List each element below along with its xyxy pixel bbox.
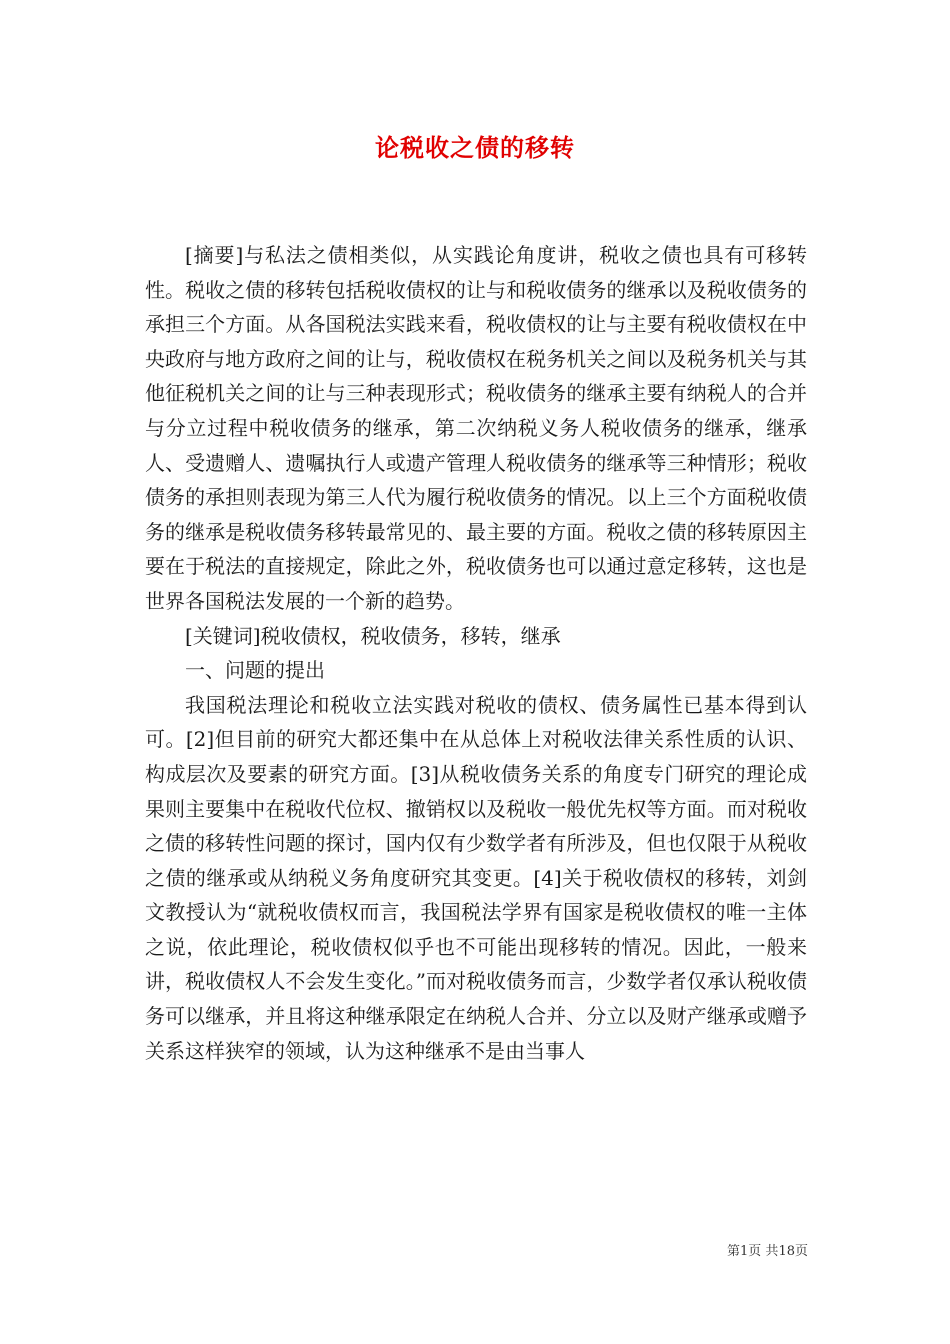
page-title: 论税收之债的移转 xyxy=(375,133,575,162)
footer-middle: 页 共 xyxy=(748,1244,779,1259)
body-paragraph: 我国税法理论和税收立法实践对税收的债权、债务属性已基本得到认可。[2]但目前的研究大都还集中在从总体上对税收法律关系性质的认识、构成层次及要素的研究方面。[3]从税收债务关系的角度专门研究的理论成果则主要集中在税收代位权、撤销权以及税收一般优先权等方面。而对税收之债的移转性问题的探讨，国内仅有少数学者有所涉及，但也仅限于从税收之债的继承或从纳税义务角度研究其变更。[4]关于税收债权的移转，刘剑文教授认为“就税收债权而言，我国税法学界有国家是税收债权的唯一主体之说，依此理论，税收债权似乎也不可能出现移转的情况。因此，一般来讲，税收债权人不会发生变化。”而对税收债务而言，少数学者仅承认税收债务可以继承，并且将这种继承限定在纳税人合并、分立以及财产继承或赠予关系这样狭窄的领域，认为这种继承不是由当事人 xyxy=(145,692,807,1063)
keywords-paragraph: [关键词]税收债权，税收债务，移转，继承 xyxy=(185,623,561,648)
footer-current-page: 1 xyxy=(740,1244,749,1259)
abstract-paragraph: [摘要]与私法之债相类似，从实践论角度讲，税收之债也具有可移转性。税收之债的移转包括税收债权的让与和税收债务的继承以及税收债务的承担三个方面。从各国税法实践来看，税收债权的让与主要有税收债权在中央政府与地方政府之间的让与，税收债权在税务机关之间以及税务机关与其他征税机关之间的让与三种表现形式；税收债务的继承主要有纳税人的合并与分立过程中税收债务的继承，第二次纳税义务人税收债务的继承，继承人、受遗赠人、遗嘱执行人或遗产管理人税收债务的继承等三种情形；税收债务的承担则表现为第三人代为履行税收债务的情况。以上三个方面税收债务的继承是税收债务移转最常见的、最主要的方面。税收之债的移转原因主要在于税法的直接规定，除此之外，税收债务也可以通过意定移转，这也是世界各国税法发展的一个新的趋势。 xyxy=(145,243,807,613)
footer-prefix: 第 xyxy=(727,1244,741,1259)
page-footer xyxy=(727,1243,808,1261)
document-body xyxy=(145,238,807,1068)
section-heading: 一、问题的提出 xyxy=(185,658,325,683)
footer-total-pages: 18 xyxy=(778,1244,795,1259)
footer-suffix: 页 xyxy=(794,1244,808,1259)
